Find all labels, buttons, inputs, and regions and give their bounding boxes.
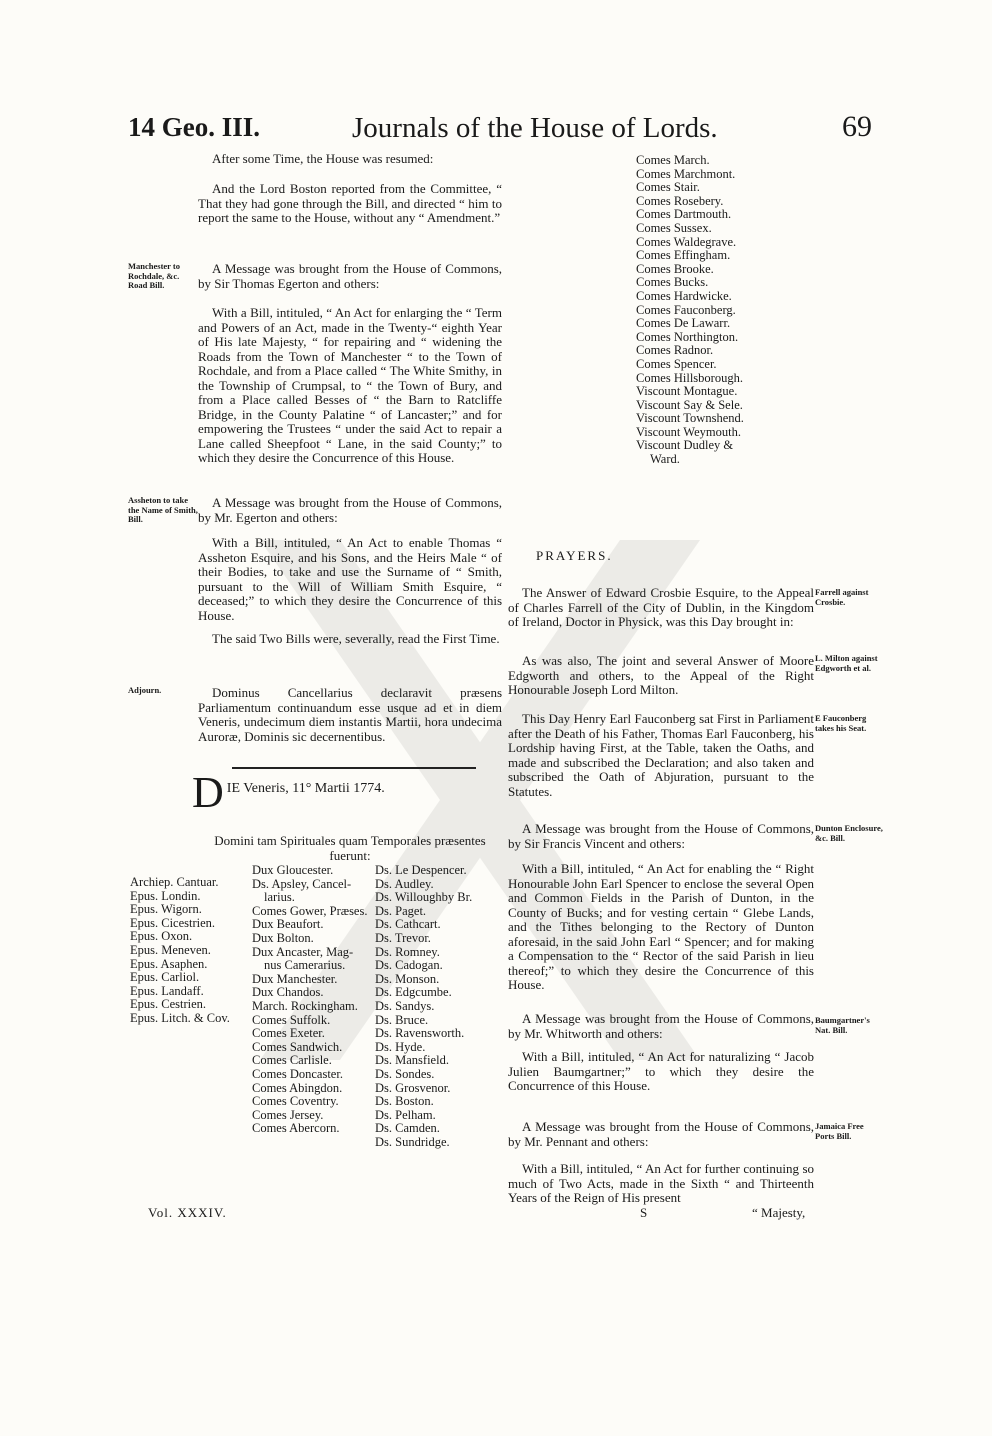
list-item: Ds. Romney.	[375, 944, 440, 959]
list-item: Ds. Hyde.	[375, 1039, 426, 1054]
paragraph-crosbie-answer: The Answer of Edward Crosbie Esquire, to the Appeal of Charles Farrell of the City of Dublin, in the Kingdom of Ireland, Doctor in Physick, was this Day brought in:	[508, 585, 814, 629]
margin-note-milton-edgworth: L. Milton against Edgworth et al.	[815, 653, 878, 673]
list-item: nus Camerarius.	[264, 958, 346, 973]
list-item: Comes Dartmouth.	[636, 207, 732, 222]
list-item: Ds. Ravensworth.	[375, 1026, 465, 1041]
list-item: Ds. Le Despencer.	[375, 863, 467, 877]
list-item: Epus. Londin.	[130, 888, 201, 903]
paragraph-boston-report: And the Lord Boston reported from the Committee, “ That they had gone through the Bill, and directed “ him to report the same to the House, without any “ Amendment.”	[198, 181, 502, 225]
list-item: Comes Effingham.	[636, 248, 731, 263]
list-item: Ds. Sandys.	[375, 998, 435, 1013]
paragraph-house-resumed: After some Time, the House was resumed:	[212, 151, 434, 166]
list-item: Epus. Litch. & Cov.	[130, 1010, 230, 1025]
list-item: Epus. Meneven.	[130, 942, 211, 957]
list-item: Ds. Camden.	[375, 1121, 440, 1136]
catchword: “ Majesty,	[752, 1205, 806, 1220]
sitting-date	[192, 768, 502, 817]
list-item: Comes Abercorn.	[252, 1121, 340, 1136]
list-item: Comes Suffolk.	[252, 1012, 331, 1027]
list-item: Dux Bolton.	[252, 930, 314, 945]
margin-note-farrell-crosbie: Farrell against Crosbie.	[815, 587, 869, 607]
list-item: Viscount Dudley &	[636, 438, 734, 453]
list-item: Dux Beaufort.	[252, 917, 324, 932]
list-item: Dux Gloucester.	[252, 863, 334, 877]
list-item: Comes Northington.	[636, 329, 739, 344]
list-item: larius.	[264, 890, 295, 905]
list-item: Archiep. Cantuar.	[130, 875, 219, 889]
attendance-bishops	[130, 876, 252, 1026]
list-item: Comes Brooke.	[636, 261, 714, 276]
margin-note-fauconberg: E Fauconberg takes his Seat.	[815, 713, 867, 733]
list-item: Ds. Pelham.	[375, 1107, 436, 1122]
paragraph-message-vincent: A Message was brought from the House of Commons, by Sir Francis Vincent and others:	[508, 821, 814, 851]
section-divider	[232, 767, 476, 769]
list-item: Ds. Cadogan.	[375, 958, 443, 973]
list-item: Ds. Paget.	[375, 903, 427, 918]
list-item: Comes Doncaster.	[252, 1066, 343, 1081]
list-item: Ward.	[650, 452, 680, 467]
list-item: Comes Fauconberg.	[636, 302, 736, 317]
list-item: Comes Carlisle.	[252, 1053, 332, 1068]
list-item: Comes Marchmont.	[636, 166, 736, 181]
paragraph-jamaica-bill: With a Bill, intituled, “ An Act for further continuing so much of Two Acts, made in the Sixth “ and Thirteenth Years of the Reign of His present	[508, 1161, 814, 1205]
list-item: Ds. Cathcart.	[375, 917, 441, 932]
list-item: Comes March.	[636, 153, 710, 167]
margin-note-baumgartner-bill: Baumgartner's Nat. Bill.	[815, 1015, 870, 1035]
list-item: Ds. Audley.	[375, 876, 434, 891]
domini-present-line: Domini tam Spirituales quam Temporales præsentes fuerunt:	[214, 833, 486, 863]
list-item: Comes Stair.	[636, 180, 700, 195]
list-item: Comes De Lawarr.	[636, 316, 731, 331]
list-item: Epus. Wigorn.	[130, 902, 202, 917]
list-item: Comes Hillsborough.	[636, 370, 743, 385]
signature-mark: S	[640, 1205, 648, 1220]
list-item: Ds. Boston.	[375, 1094, 434, 1109]
list-item: Viscount Weymouth.	[636, 424, 741, 439]
list-item: Viscount Montague.	[636, 384, 738, 399]
list-item: Dux Manchester.	[252, 971, 338, 986]
paragraph-dunton-bill: With a Bill, intituled, “ An Act for enabling the “ Right Honourable John Earl Spencer to enclose the several Open and Common Fields in the Parish of Dunton, in the County of Bucks; and for vesting certain “ Glebe Lands, and the Tithes belonging to the Rectory of Dunton aforesaid, in the said John Earl “ Spencer; and for making a Compensation to the “ Rector of the said Parish in lieu thereof;” to which they desire the Concurrence of this House.	[508, 861, 814, 992]
list-item: Comes Abingdon.	[252, 1080, 343, 1095]
list-item: Comes Gower, Præses.	[252, 903, 368, 918]
list-item: Ds. Edgcumbe.	[375, 985, 452, 1000]
list-item: Ds. Grosvenor.	[375, 1080, 451, 1095]
paragraph-message-whitworth: A Message was brought from the House of Commons, by Mr. Whitworth and others:	[508, 1011, 814, 1041]
attendance-dukes-earls	[252, 864, 374, 1136]
list-item: Comes Jersey.	[252, 1107, 324, 1122]
attendance-barons	[375, 864, 503, 1149]
paragraph-fauconberg-seat: This Day Henry Earl Fauconberg sat First in Parliament after the Death of his Father, Thomas Earl Fauconberg, his Lordship having First, at the Table, taken the Oaths, and made and subscribed the Declaration; and also taken and subscribed the Oath of Abjuration, pursuant to the Statutes.	[508, 711, 814, 799]
list-item: Comes Sandwich.	[252, 1039, 343, 1054]
volume-footer: Vol. XXXIV.	[148, 1205, 227, 1220]
list-item: Epus. Landaff.	[130, 983, 204, 998]
paragraph-message-mr-egerton: A Message was brought from the House of Commons, by Mr. Egerton and others:	[198, 495, 502, 525]
list-item: Comes Bucks.	[636, 275, 709, 290]
date-line: IE Veneris, 11° Martii 1774.	[226, 781, 385, 796]
paragraph-baumgartner-bill: With a Bill, intituled, “ An Act for naturalizing “ Jacob Julien Baumgartner;” to which they desire the Concurrence of this House.	[508, 1049, 814, 1093]
margin-note-adjourn: Adjourn.	[128, 685, 162, 695]
paragraph-adjournment: Dominus Cancellarius declaravit præsens Parliamentum continuandum esse usque ad et in diem Veneris, undecimum diem instantis Martii, hora undecima Auroræ, Dominis sic decernentibus.	[198, 685, 502, 744]
list-item: Epus. Cestrien.	[130, 997, 207, 1012]
paragraph-message-pennant: A Message was brought from the House of Commons, by Mr. Pennant and others:	[508, 1119, 814, 1149]
drop-cap: D	[192, 768, 224, 817]
list-item: Viscount Say & Sele.	[636, 397, 743, 412]
paragraph-edgworth-answer: As was also, The joint and several Answer of Moore Edgworth and others, to the Appeal of the Right Honourable Joseph Lord Milton.	[508, 653, 814, 697]
list-item: Comes Radnor.	[636, 343, 714, 358]
list-item: Dux Ancaster, Mag-	[252, 944, 354, 959]
list-item: Ds. Trevor.	[375, 930, 431, 945]
list-item: Ds. Monson.	[375, 971, 440, 986]
paragraph-bills-read: The said Two Bills were, severally, read the First Time.	[212, 631, 500, 646]
attendance-earls-viscounts	[636, 154, 806, 467]
margin-note-assheton-bill: Assheton to take the Name of Smith, Bill.	[128, 495, 198, 524]
list-item: Comes Hardwicke.	[636, 288, 732, 303]
paragraph-message-egerton: A Message was brought from the House of Commons, by Sir Thomas Egerton and others:	[198, 261, 502, 291]
list-item: Dux Chandos.	[252, 985, 324, 1000]
list-item: Ds. Willoughby Br.	[375, 890, 473, 905]
list-item: Epus. Carliol.	[130, 970, 200, 985]
list-item: Ds. Sundridge.	[375, 1134, 450, 1149]
list-item: Ds. Apsley, Cancel-	[252, 876, 352, 891]
list-item: Comes Rosebery.	[636, 193, 724, 208]
margin-note-jamaica-bill: Jamaica Free Ports Bill.	[815, 1121, 864, 1141]
running-head-title: Journals of the House of Lords.	[352, 112, 718, 144]
list-item: Epus. Asaphen.	[130, 956, 208, 971]
list-item: Ds. Mansfield.	[375, 1053, 449, 1068]
paragraph-manchester-bill: With a Bill, intituled, “ An Act for enlarging the “ Term and Powers of an Act, made in the Twenty-“ eighth Year of His late Majesty, “ for repairing and “ widening the Roads from the Town of Manchester “ to the Town of Rochdale, and from a Place called “ The White Smithy, in the Township of Crumpsal, to “ the Town of Bury, and from a Place called Besses of “ the Barn to Ratcliffe Bridge, in the County Palatine “ of Lancaster;” and for empowering the Trustees “ under the said Act to repair a Lane called Sheepfoot “ Lane, in the said County;” to which they desire the Concurrence of this House.	[198, 305, 502, 465]
list-item: Comes Coventry.	[252, 1094, 339, 1109]
prayers-heading: PRAYERS.	[536, 548, 613, 563]
list-item: Ds. Bruce.	[375, 1012, 429, 1027]
margin-note-manchester-road-bill: Manchester to Rochdale, &c. Road Bill.	[128, 261, 181, 290]
list-item: Viscount Townshend.	[636, 411, 744, 426]
page-number: 69	[842, 110, 872, 143]
running-head-regnal-year: 14 Geo. III.	[128, 112, 261, 142]
paragraph-assheton-bill: With a Bill, intituled, “ An Act to enable Thomas “ Assheton Esquire, and his Sons, and the Heirs Male “ of their Bodies, to take and use the Surname of “ Smith, pursuant to the Will of William Smith Esquire, “ deceased;” to which they desire the Concurrence of this House.	[198, 535, 502, 623]
list-item: Comes Sussex.	[636, 220, 712, 235]
list-item: Epus. Oxon.	[130, 929, 193, 944]
list-item: Comes Exeter.	[252, 1026, 325, 1041]
list-item: March. Rockingham.	[252, 998, 358, 1013]
margin-note-dunton-bill: Dunton Enclosure, &c. Bill.	[815, 823, 883, 843]
list-item: Comes Waldegrave.	[636, 234, 737, 249]
list-item: Epus. Cicestrien.	[130, 915, 216, 930]
list-item: Comes Spencer.	[636, 356, 717, 371]
list-item: Ds. Sondes.	[375, 1066, 435, 1081]
